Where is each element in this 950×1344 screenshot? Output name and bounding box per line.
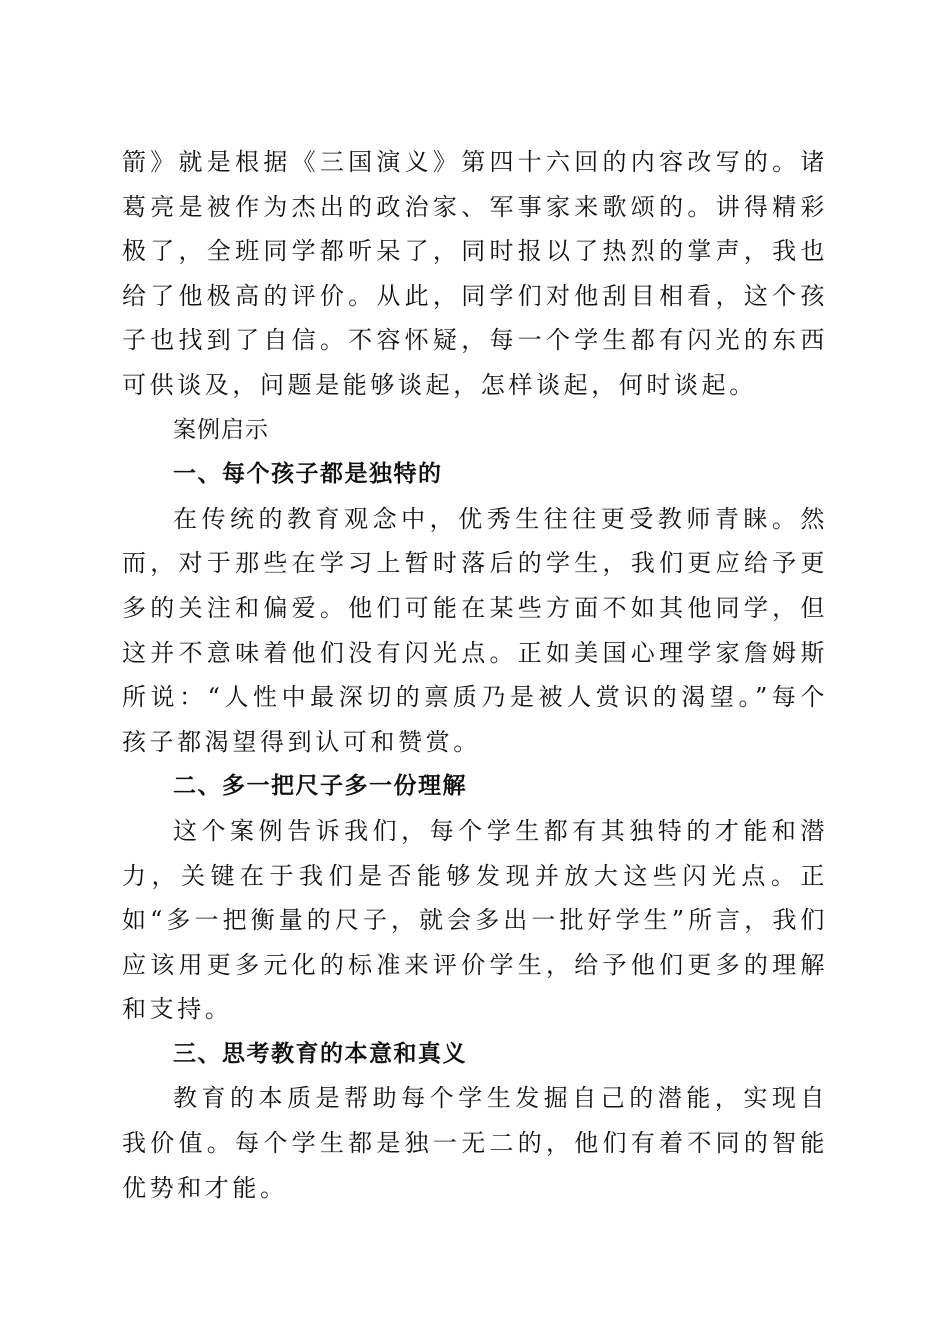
section-body-2: 这个案例告诉我们，每个学生都有其独特的才能和潜力，关键在于我们是否能够发现并放大这些闪光点。正如“多一把衡量的尺子，就会多出一批好学生”所言，我们应该用更多元化的标准来评价学生，给予他们更多的理解和支持。 xyxy=(122,816,828,1024)
section-heading-2: 二、多一把尺子多一份理解 xyxy=(173,773,467,800)
section-heading-1: 一、每个孩子都是独特的 xyxy=(173,461,443,488)
section-body-1: 在传统的教育观念中，优秀生往往更受教师青睐。然而，对于那些在学习上暂时落后的学生，我们更应给予更多的关注和偏爱。他们可能在某些方面不如其他同学，但这并不意味着他们没有闪光点。正如美国心理学家詹姆斯所说：“人性中最深切的禀质乃是被人赏识的渴望。”每个孩子都渴望得到认可和赞赏。 xyxy=(122,504,828,756)
section-heading-3: 三、思考教育的本意和真义 xyxy=(173,1040,467,1067)
document-page xyxy=(122,140,828,1210)
intro-paragraph: 箭》就是根据《三国演义》第四十六回的内容改写的。诸葛亮是被作为杰出的政治家、军事家来歌颂的。讲得精彩极了，全班同学都听呆了，同时报以了热烈的掌声，我也给了他极高的评价。从此，同学们对他刮目相看，这个孩子也找到了自信。不容怀疑，每一个学生都有闪光的东西可供谈及，问题是能够谈起，怎样谈起，何时谈起。 xyxy=(122,148,828,399)
section-label: 案例启示 xyxy=(173,416,269,443)
section-body-3: 教育的本质是帮助每个学生发掘自己的潜能，实现自我价值。每个学生都是独一无二的，他们有着不同的智能优势和才能。 xyxy=(122,1084,828,1202)
